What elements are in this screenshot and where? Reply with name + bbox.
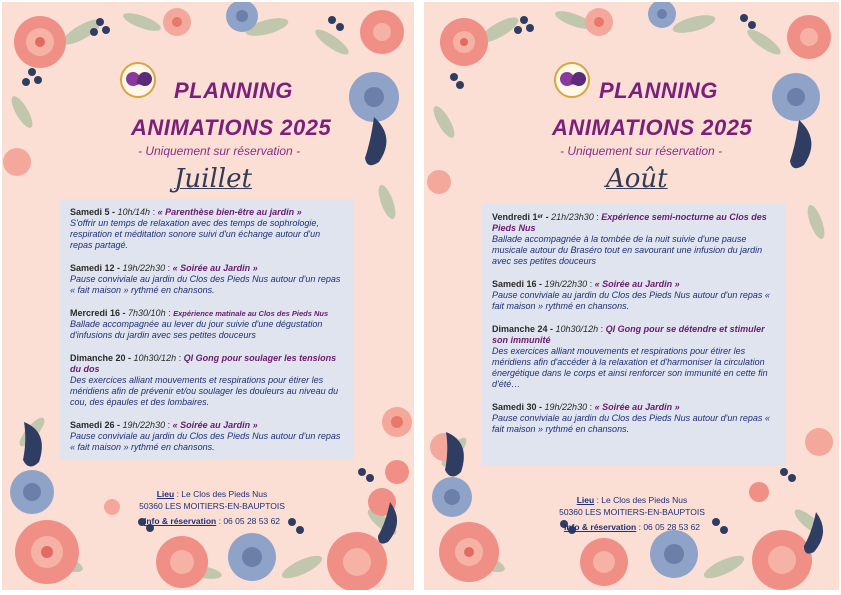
title-line1: PLANNING [599, 78, 718, 103]
events-panel [60, 199, 354, 460]
flyer-august [424, 2, 839, 590]
events-panel [482, 204, 786, 466]
event-item: Samedi 5 - 10h/14h : « Parenthèse bien-être au jardin » S'offrir un temps de relaxation avec des temps de sophrologie, respiration et méditation sonore suivi d'un échange autour d'un repas partagé. [70, 207, 321, 250]
event-item: Samedi 12 - 19h/22h30 : « Soirée au Jardin » Pause conviviale au jardin du Clos des Pieds Nus autour d'un repas « fait maison » rythmé en chansons. [70, 263, 341, 295]
month-title: Août [606, 164, 668, 194]
footer-info: Lieu : Le Clos des Pieds Nus 50360 LES MOITIERS-EN-BAUPTOIS Info & réservation : 06 05 28 53 62 [542, 494, 722, 533]
footer-info: Lieu : Le Clos des Pieds Nus 50360 LES MOITIERS-EN-BAUPTOIS Info & réservation : 06 05 28 53 62 [122, 488, 302, 527]
title-line2: ANIMATIONS 2025 [131, 115, 332, 140]
event-item: Samedi 16 - 19h/22h30 : « Soirée au Jardin » Pause conviviale au jardin du Clos des Pieds Nus autour d'un repas « fait maison » rythmé en chansons. [492, 279, 770, 311]
title-line2: ANIMATIONS 2025 [552, 115, 753, 140]
month-title: Juillet [174, 164, 252, 194]
event-item: Mercredi 16 - 7h30/10h : Expérience matinale au Clos des Pieds Nus Ballade accompagnée au lever du jour suivie d'une dégustation d'infusions du jardin avec ses petites douceurs [70, 308, 329, 340]
subtitle: - Uniquement sur réservation - [560, 144, 723, 158]
phone-number: : 06 05 28 53 62 [636, 522, 701, 532]
address: 50360 LES MOITIERS-EN-BAUPTOIS [139, 501, 285, 511]
phone-number: : 06 05 28 53 62 [216, 516, 281, 526]
address: 50360 LES MOITIERS-EN-BAUPTOIS [559, 507, 705, 517]
event-item: Vendredi 1ᵉʳ - 21h/23h30 : Expérience semi-nocturne au Clos des Pieds Nus Ballade accompagnée à la tombée de la nuit suivie d'une pause musicale autour du Braséro tout en savourant une infusion du jardin avec ses petites douceurs [492, 212, 767, 266]
logo-icon [120, 62, 156, 98]
info-label: Info & réservation [143, 516, 217, 526]
lieu-label: Lieu [156, 489, 175, 499]
event-item: Dimanche 24 - 10h30/12h : QI Gong pour se détendre et stimuler son immunité Des exercices alliant mouvements et respirations pour étirer les méridiens afin d'accéder à la relaxation et d'harmoniser la circulation énergétique dans le corps et ainsi renforcer son immunité en cette fin d'été… [492, 324, 768, 389]
logo-icon [554, 62, 590, 98]
flyer-july [2, 2, 414, 590]
title-line1: PLANNING [174, 78, 293, 103]
event-item: Samedi 30 - 19h/22h30 : « Soirée au Jardin » Pause conviviale au jardin du Clos des Pieds Nus autour d'un repas « fait maison » rythmé en chansons. [492, 402, 770, 434]
lieu-label: Lieu [576, 495, 595, 505]
event-item: Dimanche 20 - 10h30/12h : QI Gong pour soulager les tensions du dos Des exercices alliant mouvements et respirations pour étirer les méridiens afin de prévenir et/ou soulager les douleurs au niveau du cou, des épaules et des lombaires. [70, 353, 339, 407]
info-label: Info & réservation [563, 522, 637, 532]
event-item: Samedi 26 - 19h/22h30 : « Soirée au Jardin » Pause conviviale au jardin du Clos des Pieds Nus autour d'un repas « fait maison » rythmé en chansons. [70, 420, 341, 452]
subtitle: - Uniquement sur réservation - [138, 144, 301, 158]
